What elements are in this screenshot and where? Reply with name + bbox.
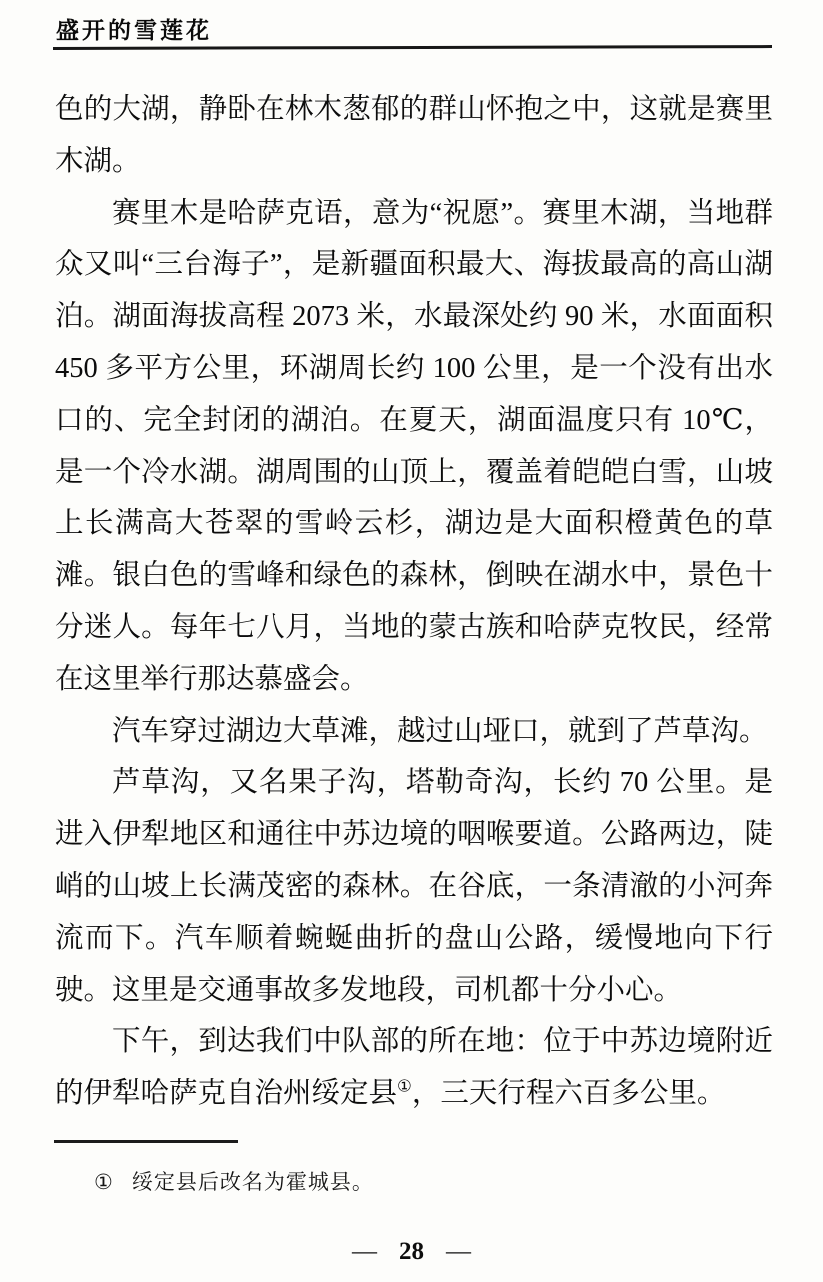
body-text: [55, 84, 773, 1120]
footnote-divider: [54, 1140, 238, 1143]
paragraph-text-before-footnote-ref: 下午，到达我们中队部的所在地：位于中苏边境附近的伊犁哈萨克自治州绥定县: [55, 1026, 773, 1110]
running-header-title: 盛开的雪莲花: [56, 17, 212, 43]
page-number-left-dash: —: [352, 1238, 377, 1265]
paragraph-arrival-suiding: [55, 1016, 773, 1120]
footnote: [94, 1166, 374, 1196]
paragraph-sailimu-lake: 赛里木是哈萨克语，意为“祝愿”。赛里木湖，当地群众又叫“三台海子”，是新疆面积最大、海拔最高的高山湖泊。湖面海拔高程 2073 米，水最深处约 90 米，水面面积 450 多平方公里，环湖周长约 100 公里，是一个没有出水口的、完全封闭的湖泊。在夏天，湖面温度只有 10℃，是一个冷水湖。湖周围的山顶上，覆盖着皑皑白雪，山坡上长满高大苍翠的雪岭云杉，湖边是大面积橙黄色的草滩。银白色的雪峰和绿色的森林，倒映在湖水中，景色十分迷人。每年七八月，当地的蒙古族和哈萨克牧民，经常在这里举行那达慕盛会。: [55, 197, 773, 695]
paragraph-continuation: 色的大湖，静卧在林木葱郁的群山怀抱之中，这就是赛里木湖。: [55, 94, 773, 177]
footnote-reference-mark: ①: [397, 1076, 412, 1096]
page-footer: [0, 1238, 823, 1266]
page-number-right-dash: —: [446, 1238, 471, 1265]
page-number: 28: [399, 1238, 424, 1265]
paragraph-lucaogou-description: 芦草沟，又名果子沟，塔勒奇沟，长约 70 公里。是进入伊犁地区和通往中苏边境的咽喉要道。公路两边，陡峭的山坡上长满茂密的森林。在谷底，一条清澈的小河奔流而下。汽车顺着蜿蜒曲折的盘山公路，缓慢地向下行驶。这里是交通事故多发地段，司机都十分小心。: [55, 767, 773, 1006]
paragraph-text-after-footnote-ref: ，三天行程六百多公里。: [411, 1078, 726, 1110]
footnote-marker: ①: [94, 1170, 114, 1194]
footnote-text: 绥定县后改名为霍城县。: [131, 1170, 374, 1194]
header-rule: [53, 45, 772, 50]
paragraph-lucaogou-arrival: 汽车穿过湖边大草滩，越过山垭口，就到了芦草沟。: [112, 715, 768, 747]
